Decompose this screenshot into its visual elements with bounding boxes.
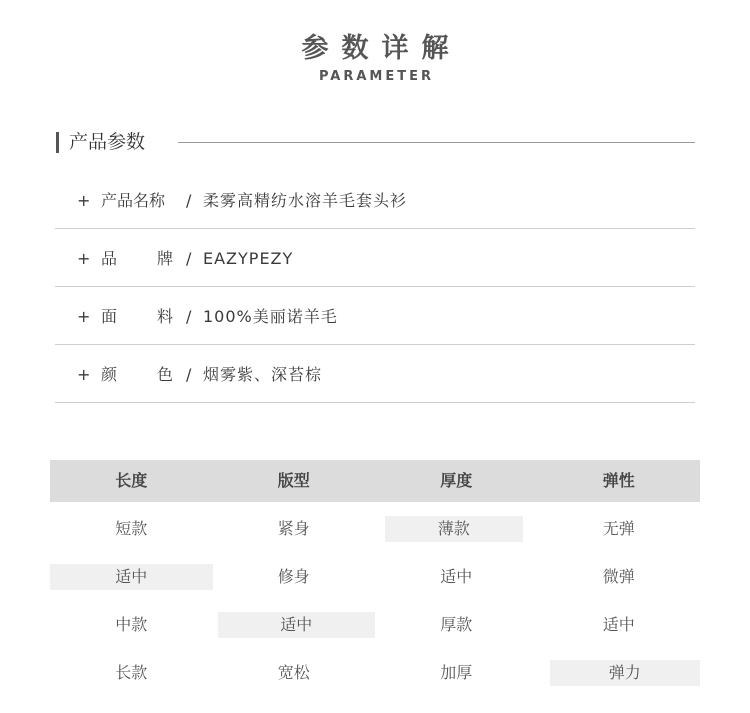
cell-value: 适中 [602,615,635,634]
param-label-char: 品 [101,249,118,268]
table-cell [538,502,701,550]
param-label-char: 牌 [156,249,173,268]
parameter-list [55,171,695,403]
cell-value-selected: 薄款 [385,516,523,542]
table-cell [213,598,376,646]
table-cell [50,598,213,646]
table-cell [213,550,376,598]
param-label-char: 料 [156,307,173,326]
param-separator: / [186,249,192,268]
cell-value: 中款 [115,615,148,634]
table-cell [538,598,701,646]
section-accent-bar [56,132,59,153]
table-cell [375,550,538,598]
param-row-product-name [55,171,695,229]
param-label [101,364,173,386]
param-separator: / [186,191,192,210]
table-row [50,598,700,646]
param-row-brand [55,229,695,287]
table-cell [50,550,213,598]
section-divider [178,142,695,143]
table-body [50,502,700,694]
table-cell [50,502,213,550]
param-label: 产品名称 [101,191,166,210]
attribute-table [50,460,700,694]
param-label [101,248,173,270]
cell-value: 短款 [115,519,148,538]
table-header-fit: 版型 [277,471,310,490]
cell-value: 宽松 [277,663,310,682]
plus-icon: + [77,307,91,326]
cell-value: 紧身 [277,519,310,538]
param-value: EAZYPEZY [203,249,294,268]
table-row [50,550,700,598]
param-separator: / [186,307,192,326]
page-subtitle: PARAMETER [318,69,435,84]
table-header-row [50,460,700,502]
param-label-char: 色 [156,365,173,384]
table-header-elasticity: 弹性 [602,471,635,490]
cell-value-selected: 适中 [50,564,213,590]
param-label [101,306,173,328]
table-cell [50,646,213,694]
param-row-color [55,345,695,403]
param-value: 柔雾高精纺水溶羊毛套头衫 [203,191,408,210]
plus-icon: + [77,365,91,384]
plus-icon: + [77,249,91,268]
cell-value: 适中 [440,567,473,586]
param-label-char: 颜 [101,365,118,384]
table-cell [538,550,701,598]
cell-value: 无弹 [602,519,635,538]
table-cell [375,598,538,646]
cell-value: 修身 [277,567,310,586]
section-title: 产品参数 [69,131,146,153]
cell-value: 加厚 [440,663,473,682]
table-cell [375,502,538,550]
cell-value: 长款 [115,663,148,682]
param-separator: / [186,365,192,384]
cell-value: 微弹 [602,567,635,586]
table-header-length: 长度 [115,471,148,490]
table-row [50,646,700,694]
cell-value-selected: 适中 [218,612,376,638]
table-header-thickness: 厚度 [440,471,473,490]
table-cell [213,646,376,694]
table-cell [538,646,701,694]
table-cell [375,646,538,694]
plus-icon: + [77,191,91,210]
section-header [56,128,695,156]
page-title: 参数详解 [301,33,462,64]
cell-value: 厚款 [440,615,473,634]
param-label-char: 面 [101,307,118,326]
param-value: 烟雾紫、深苔棕 [203,365,323,384]
table-row [50,502,700,550]
cell-value-selected: 弹力 [550,660,701,686]
param-row-material [55,287,695,345]
table-cell [213,502,376,550]
param-value: 100%美丽诺羊毛 [203,307,338,326]
